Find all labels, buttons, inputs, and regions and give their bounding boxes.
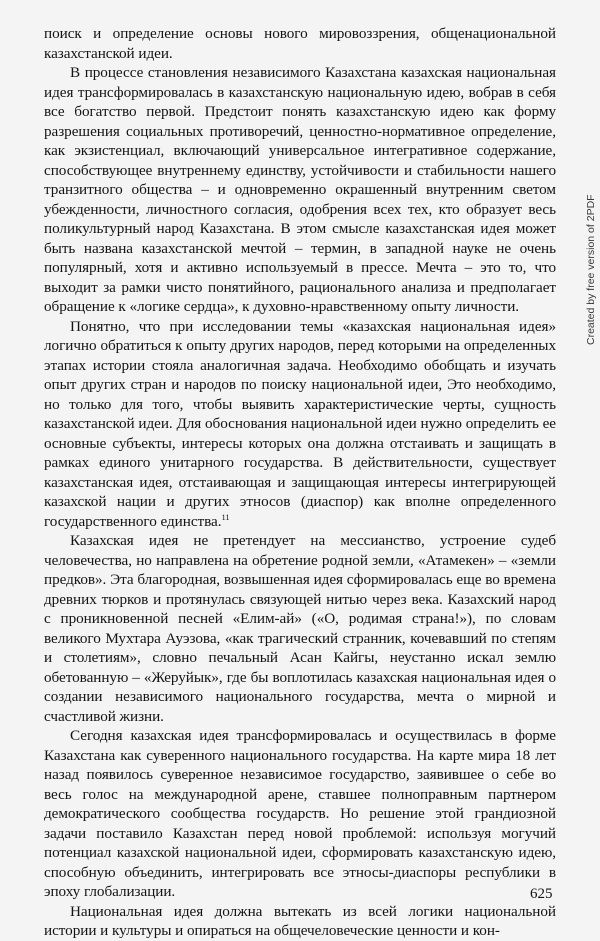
footnote-marker: 11: [221, 511, 230, 522]
paragraph: [44, 63, 556, 317]
paragraph: [44, 531, 556, 726]
paragraph-text: поиск и определение основы нового мировоззрения, общенациональной казахстанской идеи.: [44, 25, 556, 62]
document-page: [44, 24, 556, 941]
paragraph-text: В процессе становления независимого Казахстана казахская национальная идея трансформировалась в казахстанскую национальную идею, вобрав в себя все богатство первой. Предстоит понять казахстанскую идею как форму разрешения социальных противоречий, ценностно-нормативное определение, как экзистенциал, включающий универсальное интегративное содержание, способствующее внутреннему единству, устойчивости и стабильности нашего транзитного общества – и одновременно окрашенный внутренним светом убежденности, личностного согласия, одобрения всех тех, кто образует весь поликультурный народ Казахстана. В этом смысле казахстанская идея может быть названа казахстанской мечтой – термин, в западной науке не очень популярный, хотя и активно используемый в прессе. Мечта – это то, что выходит за рамки чисто понятийного, рационального анализа и предполагает обращение к «логике сердца», к духовно-нравственному опыту личности.: [44, 64, 556, 315]
paragraph-continuation: [44, 24, 556, 63]
paragraph-text: Национальная идея должна вытекать из всей логики национальной истории и культуры и опираться на общечеловеческие ценности и кон-: [44, 902, 556, 939]
page-number: 625: [530, 886, 553, 902]
paragraph-text: Сегодня казахская идея трансформировалась и осуществилась в форме Казахстана как суверенного национального государства. На карте мира 18 лет назад появилось суверенное независимое государство, заявившее о себе во весь голос на международной арене, ставшее полноправным партнером демократического сообщества государств. Но решение этой грандиозной задачи поставило Казахстан перед новой проблемой: используя могучий потенциал казахской национальной идеи, сформировать казахстанскую идею, способную объединить, интегрировать все этносы-диаспоры республики в эпоху глобализации.: [44, 727, 556, 900]
paragraph: [44, 726, 556, 902]
paragraph-text: Казахская идея не претендует на мессианство, устроение судеб человечества, но направлена на обретение родной земли, «Атамекен» – «земли предков». Эта благородная, возвышенная идея сформировалась еще во времена древних тюрков и протянулась связующей нитью через века. Казахский народ с проникновенной песней «Елим-ай» («О, родимая страна!»), по словам великого Мухтара Ауэзова, «как трагический странник, кочевавший по степям и столетиям», словно печальный Асан Кайгы, неустанно искал землю обетованную – «Жеруйык», где бы воплотилась казахская национальная идея о создании независимого национального государства, мечта о мирной и счастливой жизни.: [44, 532, 556, 725]
paragraph: [44, 317, 556, 532]
paragraph: [44, 902, 556, 941]
watermark-text: Created by free version of 2PDF: [585, 194, 597, 345]
paragraph-text: Понятно, что при исследовании темы «казахская национальная идея» логично обратиться к опыту других народов, перед которыми на определенных этапах истории стояла аналогичная задача. Необходимо обобщать и изучать опыт других стран и народов по поиску национальной идеи, Это необходимо, но только для того, чтобы выявить характеристические черты, сущность казахстанской идеи. Для обоснования национальной идеи нужно определить ее основные субъекты, интересы которых она должна отстаивать и защищать в рамках единого унитарного государства. В действительности, существует казахстанская идея, отстаивающая и защищающая интересы интегрирующей казахской нации и других этносов (диаспор) как вполне определенного государственного единства.: [44, 317, 556, 530]
